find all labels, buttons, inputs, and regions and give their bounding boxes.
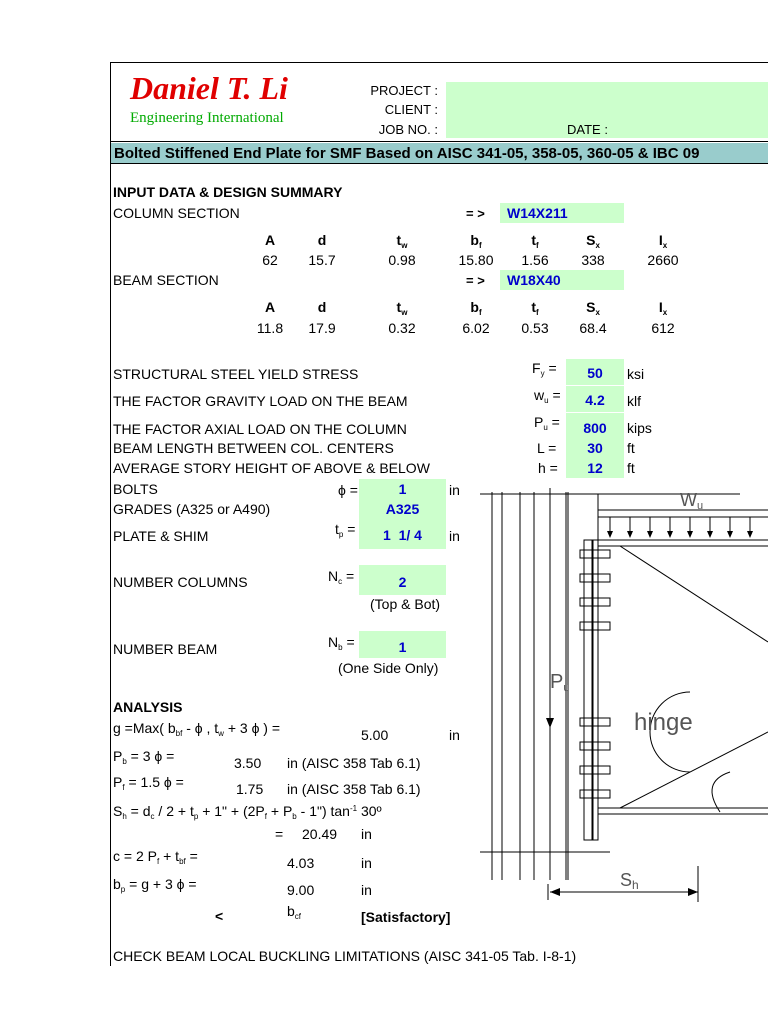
ncol-symbol: $N_c$ = bbox=[328, 568, 355, 586]
property-header: $b_f$ bbox=[470, 299, 482, 317]
property-header: $t_w$ bbox=[396, 299, 408, 317]
ncol-label: NUMBER COLUMNS bbox=[113, 574, 248, 590]
sh-formula: $S_h = d_c / 2 + t_p + 1$" + ($2P_f + P_b$ - 1") $\tan^{-1}$ 30º bbox=[113, 803, 382, 821]
nbeam-label: NUMBER BEAM bbox=[113, 641, 218, 657]
satisfactory-status: [Satisfactory] bbox=[361, 909, 451, 925]
nbeam-input[interactable] bbox=[359, 631, 446, 658]
property-value: 17.9 bbox=[308, 320, 336, 336]
ncol-input[interactable] bbox=[359, 565, 446, 595]
property-value: 68.4 bbox=[579, 320, 607, 336]
property-value: 15.7 bbox=[308, 252, 336, 268]
property-header: d bbox=[317, 299, 327, 315]
sh-drawing-label: Sh bbox=[620, 870, 639, 892]
l-unit: ft bbox=[627, 440, 635, 456]
pu-drawing-sub: u bbox=[563, 682, 570, 694]
h-symbol: h = bbox=[538, 460, 558, 476]
property-value: 2660 bbox=[647, 252, 679, 268]
page-title bbox=[111, 143, 768, 164]
column-section-input[interactable] bbox=[500, 203, 624, 223]
ncol-symbol-text: N bbox=[328, 568, 339, 584]
property-header: $t_w$ bbox=[396, 232, 408, 250]
wu-symbol-sub: u bbox=[544, 396, 549, 405]
ncol-note: (Top & Bot) bbox=[370, 596, 441, 612]
property-header: $I_x$ bbox=[658, 299, 668, 317]
property-value: 11.8 bbox=[256, 320, 284, 336]
pu-input[interactable] bbox=[566, 413, 624, 439]
wu-symbol: $w_u$ = bbox=[534, 387, 561, 405]
property-header: $b_f$ bbox=[470, 232, 482, 250]
bolts-symbol: ϕ = bbox=[338, 482, 358, 498]
header-divider bbox=[110, 141, 768, 142]
column-arrow: = > bbox=[466, 206, 485, 221]
bolts-label: BOLTS bbox=[113, 481, 158, 497]
pu-drawing-label: Pu bbox=[550, 671, 570, 694]
fy-unit: ksi bbox=[627, 366, 645, 382]
logo-name: Daniel T. Li bbox=[130, 70, 288, 106]
wu-drawing-label: Wu bbox=[680, 490, 704, 512]
fy-symbol-text: F bbox=[532, 360, 541, 376]
plate-label: PLATE & SHIM bbox=[113, 528, 209, 544]
logo-subtitle: Engineering International bbox=[130, 110, 284, 126]
pu-unit: kips bbox=[627, 420, 652, 436]
pu-symbol-sub: u bbox=[543, 423, 548, 432]
hinge-drawing-label: hinge bbox=[634, 709, 693, 736]
property-value: 1.56 bbox=[521, 252, 549, 268]
property-value: 0.32 bbox=[388, 320, 416, 336]
sheet-top-border bbox=[110, 62, 768, 63]
plate-symbol-text: t bbox=[335, 521, 339, 537]
property-value: 612 bbox=[651, 320, 675, 336]
sh-drawing-sub: h bbox=[632, 878, 639, 892]
plate-symbol-sub: p bbox=[338, 530, 344, 539]
beam-arrow: = > bbox=[466, 273, 485, 288]
sheet-left-border bbox=[110, 62, 111, 966]
property-header: d bbox=[317, 232, 327, 248]
property-value: 6.02 bbox=[462, 320, 490, 336]
column-section-label: COLUMN SECTION bbox=[113, 205, 240, 221]
fy-value: 50 bbox=[587, 365, 603, 381]
property-header: A bbox=[264, 299, 276, 315]
sh-unit: in bbox=[361, 826, 372, 842]
bp-unit: in bbox=[361, 882, 372, 898]
column-section-value: W14X211 bbox=[507, 205, 568, 221]
property-header: $I_x$ bbox=[658, 232, 668, 250]
less-than-sign: < bbox=[215, 908, 224, 924]
property-value: 0.53 bbox=[521, 320, 549, 336]
l-input[interactable] bbox=[566, 439, 624, 458]
pu-symbol-text: P bbox=[534, 414, 544, 430]
l-value: 30 bbox=[587, 440, 603, 456]
client-label: CLIENT : bbox=[384, 102, 438, 117]
page-title-text: Bolted Stiffened End Plate for SMF Based on AISC 341-05, 358-05, 360-05 & IBC 09 bbox=[114, 145, 700, 162]
fy-symbol: $F_y$ = bbox=[532, 360, 557, 378]
connection-diagram bbox=[480, 482, 768, 912]
date-label: DATE : bbox=[567, 122, 608, 137]
nbeam-value: 1 bbox=[398, 639, 407, 655]
wu-label: THE FACTOR GRAVITY LOAD ON THE BEAM bbox=[113, 393, 408, 409]
property-header: A bbox=[264, 232, 276, 248]
pb-formula: $P_b = 3$ ϕ = bbox=[113, 748, 175, 766]
property-header: $S_x$ bbox=[586, 232, 600, 250]
wu-input[interactable] bbox=[566, 386, 624, 412]
g-formula: g =Max( $b_{bf}$ - ϕ , $t_w + 3$ ϕ ) = bbox=[113, 720, 281, 738]
plate-input[interactable] bbox=[359, 519, 446, 549]
bolts-input[interactable] bbox=[359, 479, 446, 499]
fy-symbol-sub: y bbox=[540, 369, 545, 378]
pf-ref: in (AISC 358 Tab 6.1) bbox=[287, 781, 421, 797]
pu-label: THE FACTOR AXIAL LOAD ON THE COLUMN bbox=[113, 421, 407, 437]
l-label: BEAM LENGTH BETWEEN COL. CENTERS bbox=[113, 440, 394, 456]
g-value: 5.00 bbox=[361, 727, 389, 743]
pf-formula: $P_f = 1.5$ ϕ = bbox=[113, 774, 184, 792]
fy-input[interactable] bbox=[566, 359, 624, 385]
g-unit: in bbox=[449, 727, 460, 743]
sh-equals: = bbox=[275, 826, 284, 842]
pu-value: 800 bbox=[583, 420, 607, 436]
bolts-value: 1 bbox=[398, 481, 407, 497]
project-label: PROJECT : bbox=[370, 83, 438, 98]
property-value: 62 bbox=[262, 252, 278, 268]
l-symbol: L = bbox=[537, 440, 557, 456]
nbeam-note: (One Side Only) bbox=[338, 660, 439, 676]
nbeam-symbol-sub: b bbox=[338, 643, 343, 652]
grades-value: A325 bbox=[385, 501, 420, 517]
grades-input[interactable] bbox=[359, 499, 446, 519]
property-value: 15.80 bbox=[458, 252, 494, 268]
jobno-label: JOB NO. : bbox=[378, 122, 438, 137]
property-header: $t_f$ bbox=[531, 299, 539, 317]
bp-formula: $b_p = g + 3$ ϕ = bbox=[113, 876, 197, 894]
c-unit: in bbox=[361, 855, 372, 871]
plate-unit: in bbox=[449, 528, 460, 544]
pb-value: 3.50 bbox=[234, 755, 262, 771]
property-value: 338 bbox=[581, 252, 605, 268]
nbeam-symbol: $N_b$ = bbox=[328, 634, 355, 652]
property-header: $S_x$ bbox=[586, 299, 600, 317]
property-value: 0.98 bbox=[388, 252, 416, 268]
h-unit: ft bbox=[627, 460, 635, 476]
c-value: 4.03 bbox=[287, 855, 315, 871]
bcf-label: $b_{cf}$ bbox=[287, 903, 302, 921]
grades-label: GRADES (A325 or A490) bbox=[113, 501, 271, 517]
bolts-unit: in bbox=[449, 482, 460, 498]
h-label: AVERAGE STORY HEIGHT OF ABOVE & BELOW bbox=[113, 460, 430, 476]
plate-value: 1 1/ 4 bbox=[383, 527, 422, 543]
pf-value: 1.75 bbox=[236, 781, 264, 797]
c-formula: c = 2 $P_f + t_{bf}$ = bbox=[113, 848, 198, 866]
pb-ref: in (AISC 358 Tab 6.1) bbox=[287, 755, 421, 771]
h-value: 12 bbox=[587, 460, 603, 476]
analysis-heading: ANALYSIS bbox=[113, 699, 183, 715]
local-buckling-check: CHECK BEAM LOCAL BUCKLING LIMITATIONS (AISC 341-05 Tab. I-8-1) bbox=[113, 948, 577, 964]
beam-section-input[interactable] bbox=[500, 270, 624, 290]
sh-value: 20.49 bbox=[302, 826, 338, 842]
pu-symbol: $P_u$ = bbox=[534, 414, 560, 432]
ncol-symbol-sub: c bbox=[338, 577, 343, 586]
plate-symbol: $t_p$ = bbox=[335, 521, 356, 539]
h-input[interactable] bbox=[566, 458, 624, 478]
input-heading: INPUT DATA & DESIGN SUMMARY bbox=[113, 184, 343, 200]
bp-value: 9.00 bbox=[287, 882, 315, 898]
wu-drawing-sub: u bbox=[697, 500, 704, 512]
beam-section-value: W18X40 bbox=[507, 272, 561, 288]
nbeam-symbol-text: N bbox=[328, 634, 339, 650]
beam-section-label: BEAM SECTION bbox=[113, 272, 219, 288]
wu-unit: klf bbox=[627, 393, 641, 409]
fy-label: STRUCTURAL STEEL YIELD STRESS bbox=[113, 366, 359, 382]
property-header: $t_f$ bbox=[531, 232, 539, 250]
wu-value: 4.2 bbox=[585, 392, 605, 408]
wu-symbol-text: w bbox=[534, 387, 545, 403]
ncol-value: 2 bbox=[398, 574, 407, 590]
